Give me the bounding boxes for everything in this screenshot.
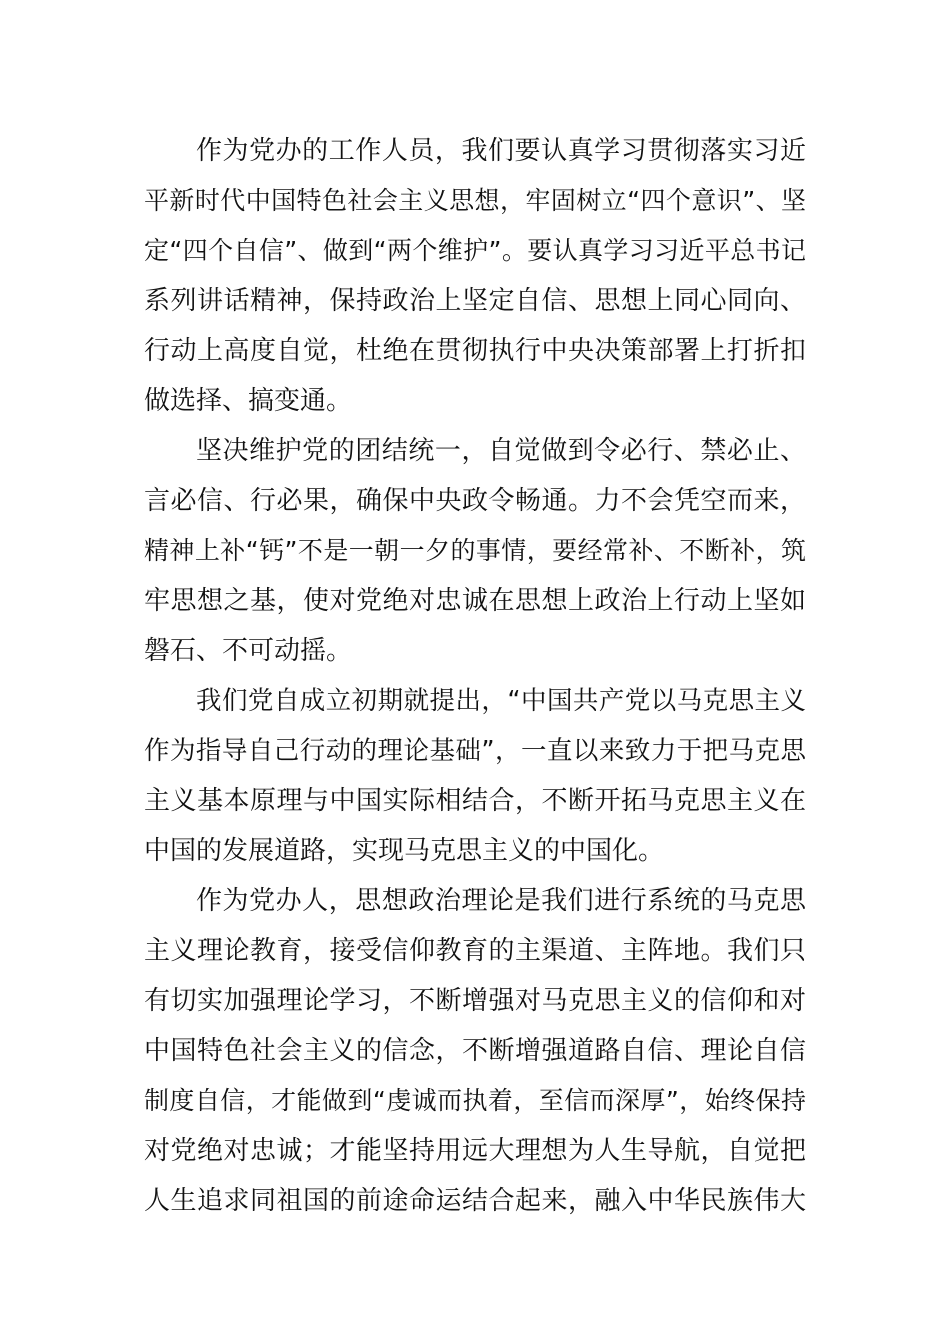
text-line: 人生追求同祖国的前途命运结合起来，融入中华民族伟大 (144, 1186, 806, 1216)
paragraph-1 (144, 126, 806, 426)
text-line: 坚决维护党的团结统一，自觉做到令必行、禁必止、 (196, 436, 806, 466)
text-line: 言必信、行必果，确保中央政令畅通。力不会凭空而来， (144, 486, 806, 516)
text-line: 主义理论教育，接受信仰教育的主渠道、主阵地。我们只 (144, 936, 806, 966)
text-line: 作为党办人，思想政治理论是我们进行系统的马克思 (196, 886, 806, 916)
text-line: 磐石、不可动摇。 (144, 636, 353, 666)
text-line: 有切实加强理论学习，不断增强对马克思主义的信仰和对 (144, 986, 806, 1016)
text-line: 平新时代中国特色社会主义思想，牢固树立“四个意识”、坚 (144, 186, 806, 215)
text-line: 中国的发展道路，实现马克思主义的中国化。 (144, 836, 665, 866)
text-line: 系列讲话精神，保持政治上坚定自信、思想上同心同向、 (144, 286, 806, 316)
text-line: 作为党办的工作人员，我们要认真学习贯彻落实习近 (196, 136, 806, 166)
text-line: 制度自信，才能做到“虔诚而执着，至信而深厚”，始终保持 (144, 1086, 806, 1115)
text-line: 定“四个自信”、做到“两个维护”。要认真学习习近平总书记 (144, 236, 806, 265)
text-line: 做选择、搞变通。 (144, 386, 353, 416)
text-line: 精神上补“钙”不是一朝一夕的事情，要经常补、不断补，筑 (144, 536, 806, 565)
document-body (144, 126, 806, 1226)
text-line: 牢思想之基，使对党绝对忠诚在思想上政治上行动上坚如 (144, 586, 806, 616)
text-line: 作为指导自己行动的理论基础”，一直以来致力于把马克思 (144, 736, 806, 766)
paragraph-3 (144, 676, 806, 876)
text-line: 对党绝对忠诚；才能坚持用远大理想为人生导航，自觉把 (144, 1136, 806, 1166)
paragraph-2 (144, 426, 806, 676)
text-line: 主义基本原理与中国实际相结合，不断开拓马克思主义在 (144, 786, 806, 816)
paragraph-4 (144, 876, 806, 1226)
text-line: 我们党自成立初期就提出，“中国共产党以马克思主义 (196, 686, 806, 716)
text-line: 行动上高度自觉，杜绝在贯彻执行中央决策部署上打折扣 (144, 336, 806, 366)
text-line: 中国特色社会主义的信念，不断增强道路自信、理论自信 (144, 1036, 806, 1066)
